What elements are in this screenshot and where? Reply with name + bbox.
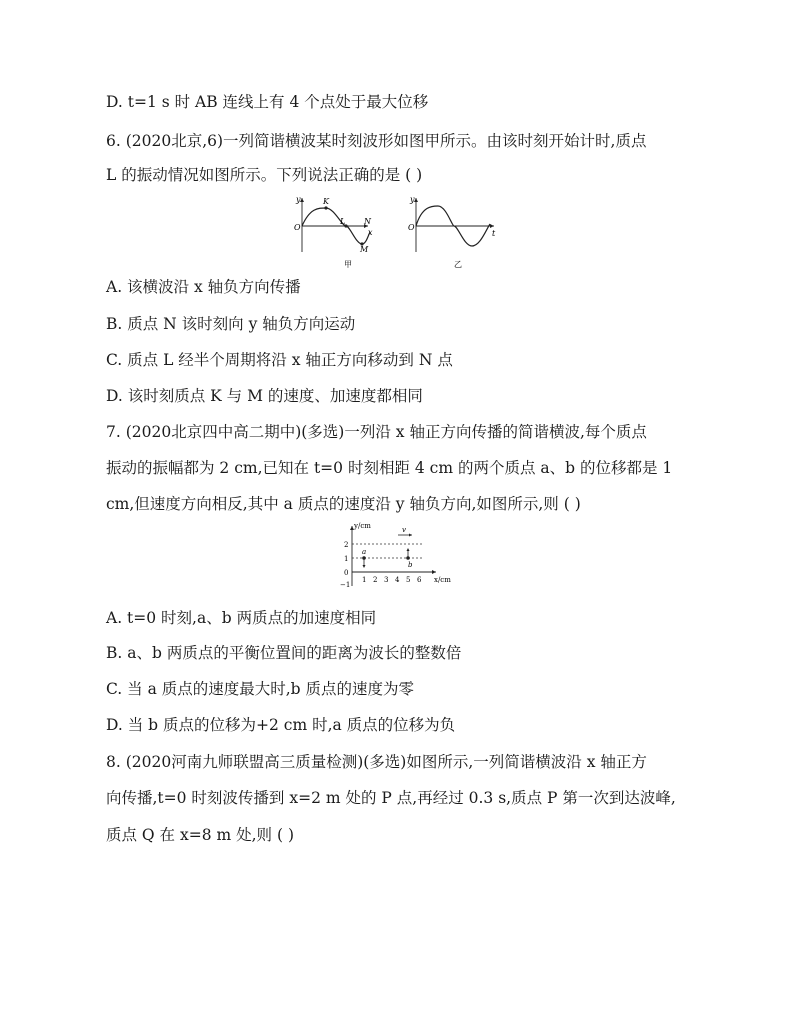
xtick-2: 2 (373, 576, 378, 584)
point-M: M (360, 245, 369, 254)
text-line-11: A. t=0 时刻,a、b 两质点的加速度相同 (106, 609, 377, 627)
xtick-3: 3 (384, 576, 389, 584)
ytick-2: 2 (344, 541, 349, 549)
text-line-2: 6. (2020北京,6)一列简谐横波某时刻波形如图甲所示。由该时刻开始计时,质点 (106, 132, 647, 150)
text-line-10: cm,但速度方向相反,其中 a 质点的速度沿 y 轴负方向,如图所示,则 ( ) (106, 495, 581, 513)
velocity-label: v (402, 526, 406, 534)
text-line-13: C. 当 a 质点的速度最大时,b 质点的速度为零 (106, 680, 415, 698)
point-L: L (340, 217, 346, 226)
jia-x-label: x (368, 228, 373, 237)
text-line-5: B. 质点 N 该时刻向 y 轴负方向运动 (106, 315, 356, 333)
ytick-neg1: −1 (340, 581, 351, 589)
text-line-1: D. t=1 s 时 AB 连线上有 4 个点处于最大位移 (106, 93, 429, 111)
text-line-6: C. 质点 L 经半个周期将沿 x 轴正方向移动到 N 点 (106, 351, 453, 369)
ytick-1: 1 (344, 555, 349, 563)
xtick-6: 6 (417, 576, 422, 584)
figure-wave-ab (332, 520, 462, 592)
text-line-15: 8. (2020河南九师联盟高三质量检测)(多选)如图所示,一列简谐横波沿 x 轴正方 (106, 753, 647, 771)
text-line-7: D. 该时刻质点 K 与 M 的速度、加速度都相同 (106, 387, 423, 405)
x-axis-label: x/cm (434, 576, 451, 584)
text-line-4: A. 该横波沿 x 轴负方向传播 (106, 278, 301, 296)
xtick-5: 5 (406, 576, 411, 584)
label-a: a (362, 548, 367, 556)
point-K: K (323, 197, 329, 206)
ytick-0: 0 (344, 569, 349, 577)
text-line-3: L 的振动情况如图所示。下列说法正确的是 ( ) (106, 166, 423, 184)
text-line-12: B. a、b 两质点的平衡位置间的距离为波长的整数倍 (106, 644, 462, 662)
text-line-14: D. 当 b 质点的位移为+2 cm 时,a 质点的位移为负 (106, 716, 456, 734)
xtick-4: 4 (395, 576, 400, 584)
text-line-9: 振动的振幅都为 2 cm,已知在 t=0 时刻相距 4 cm 的两个质点 a、b 的位移都是 1 (106, 459, 673, 477)
yi-y-label: y (410, 195, 415, 204)
caption-jia: 甲 (344, 260, 352, 269)
y-axis-label: y/cm (354, 522, 371, 530)
graph-jia (294, 195, 373, 269)
text-line-17: 质点 Q 在 x=8 m 处,则 ( ) (106, 826, 295, 844)
caption-yi: 乙 (454, 260, 462, 269)
point-N: N (364, 217, 371, 226)
yi-origin: O (408, 223, 415, 232)
figure-wave-jia-yi (290, 192, 520, 270)
text-line-16: 向传播,t=0 时刻波传播到 x=2 m 处的 P 点,再经过 0.3 s,质点 P 第一次到达波峰, (106, 789, 676, 807)
jia-origin: O (294, 223, 301, 232)
graph-yi (408, 195, 496, 269)
jia-y-label: y (296, 195, 301, 204)
label-b: b (408, 561, 413, 569)
yi-t-label: t (492, 229, 496, 238)
text-line-8: 7. (2020北京四中高二期中)(多选)一列沿 x 轴正方向传播的简谐横波,每个质点 (106, 423, 647, 441)
xtick-1: 1 (362, 576, 367, 584)
